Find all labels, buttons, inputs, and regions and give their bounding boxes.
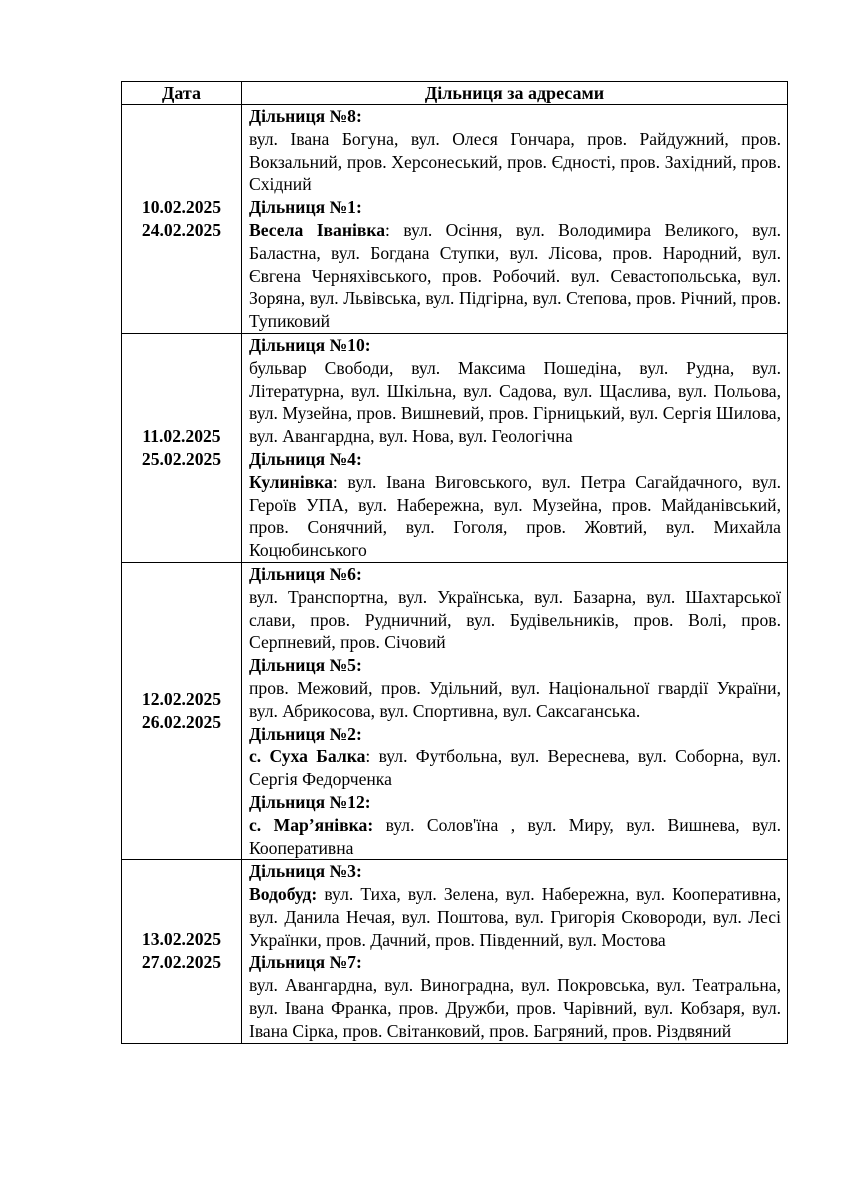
table-row <box>122 562 788 859</box>
section-addresses <box>249 883 781 951</box>
date-value: 10.02.2025 <box>141 196 222 217</box>
date-value: 13.02.2025 <box>141 929 222 950</box>
header-date: Дата <box>122 82 242 105</box>
date-cell <box>122 860 242 1043</box>
section-addresses <box>249 219 781 333</box>
table-row <box>122 860 788 1043</box>
street-list: : вул. Футбольна, вул. Вереснева, вул. Соборна, вул. Сергія Федорченка <box>249 746 781 790</box>
area-cell <box>242 860 788 1043</box>
area-cell <box>242 562 788 859</box>
area-cell <box>242 333 788 562</box>
section-title: Дільниця №4: <box>249 448 362 469</box>
street-list: вул. Тиха, вул. Зелена, вул. Набережна, вул. Кооперативна, вул. Данила Нечая, вул. Поштова, вул. Григорія Сковороди, вул. Лесі Українки, пров. Дачний, пров. Південний, вул. Мостова <box>249 884 781 950</box>
street-list: : вул. Осіння, вул. Володимира Великого, вул. Баластна, вул. Богдана Ступки, вул. Лісова, пров. Народний, вул. Євгена Черняхівського, пров. Робочий. вул. Севастопольська, вул. Зоряна, вул. Львівська, вул. Підгірна, вул. Степова, пров. Річний, пров. Тупиковий <box>249 219 781 332</box>
section-addresses <box>249 586 781 654</box>
date-cell <box>122 105 242 334</box>
section-title: Дільниця №2: <box>249 723 362 744</box>
section-addresses <box>249 745 781 791</box>
date-value: 11.02.2025 <box>142 425 221 446</box>
table-body <box>122 105 788 1044</box>
section-addresses <box>249 814 781 860</box>
street-list: вул. Авангардна, вул. Виноградна, вул. Покровська, вул. Театральна, вул. Івана Франка, пров. Дружби, пров. Чарівний, вул. Кобзаря, вул. Івана Сірка, пров. Світанковий, пров. Багряний, пров. Різдвяний <box>249 975 781 1041</box>
settlement-name: с. Мар’янівка: <box>249 814 374 835</box>
date-cell <box>122 333 242 562</box>
street-list: вул. Транспортна, вул. Українська, вул. Базарна, вул. Шахтарської слави, пров. Рудничний, вул. Будівельників, пров. Волі, пров. Серпневий, пров. Січовий <box>249 586 781 653</box>
settlement-name: Кулинівка <box>249 471 333 492</box>
settlement-name: Водобуд: <box>249 884 318 905</box>
table-header <box>122 82 788 105</box>
table-row <box>122 333 788 562</box>
section-title: Дільниця №8: <box>249 106 362 126</box>
header-area: Дільниця за адресами <box>242 82 788 105</box>
header-row <box>122 82 788 105</box>
section-addresses <box>249 357 781 448</box>
schedule-table <box>121 81 788 1044</box>
date-value: 24.02.2025 <box>141 219 222 240</box>
date-value: 27.02.2025 <box>141 952 222 973</box>
street-list: вул. Солов'їна , вул. Миру, вул. Вишнева, вул. Кооперативна <box>249 814 781 858</box>
section-title: Дільниця №3: <box>249 861 362 882</box>
section-addresses <box>249 471 781 562</box>
street-list: : вул. Івана Виговського, вул. Петра Сагайдачного, вул. Героїв УПА, вул. Набережна, вул. Музейна, пров. Майданівський, пров. Сонячний, вул. Гоголя, пров. Жовтий, вул. Михайла Коцюбинського <box>249 471 781 561</box>
section-addresses <box>249 128 781 196</box>
date-cell <box>122 562 242 859</box>
section-title: Дільниця №12: <box>249 791 371 812</box>
table-row <box>122 105 788 334</box>
settlement-name: Весела Іванівка <box>249 219 386 240</box>
date-value: 12.02.2025 <box>141 689 222 710</box>
section-title: Дільниця №7: <box>249 952 362 973</box>
section-title: Дільниця №5: <box>249 655 362 676</box>
section-addresses <box>249 974 781 1042</box>
section-title: Дільниця №6: <box>249 563 362 584</box>
area-cell <box>242 105 788 334</box>
section-addresses <box>249 677 781 723</box>
street-list: пров. Межовий, пров. Удільний, вул. Національної гвардії України, вул. Абрикосова, вул. Спортивна, вул. Саксаганська. <box>249 677 781 721</box>
street-list: бульвар Свободи, вул. Максима Пошедіна, вул. Рудна, вул. Літературна, вул. Шкільна, вул. Садова, вул. Щаслива, вул. Польова, вул. Музейна, пров. Вишневий, пров. Гірницький, вул. Сергія Шилова, вул. Авангардна, вул. Нова, вул. Геологічна <box>249 357 781 447</box>
section-title: Дільниця №1: <box>249 197 362 218</box>
street-list: вул. Івана Богуна, вул. Олеся Гончара, пров. Райдужний, пров. Вокзальний, пров. Херсонеський, пров. Єдності, пров. Західний, пров. Східний <box>249 128 781 195</box>
date-value: 25.02.2025 <box>141 448 222 469</box>
settlement-name: с. Суха Балка <box>249 746 366 767</box>
date-value: 26.02.2025 <box>141 712 222 733</box>
section-title: Дільниця №10: <box>249 334 371 355</box>
